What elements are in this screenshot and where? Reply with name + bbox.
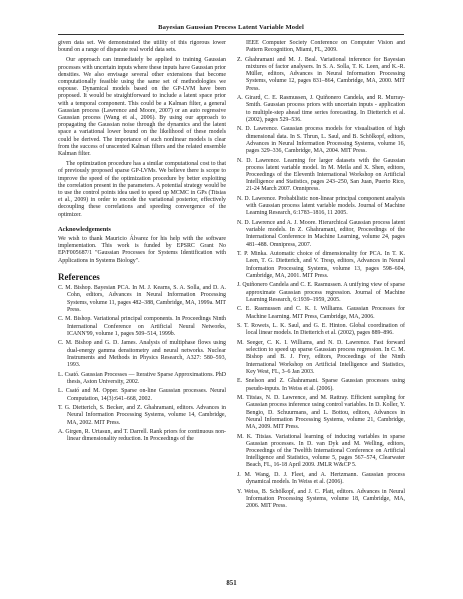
right-column xyxy=(237,40,405,575)
reference-item: M. Titsias, N. D. Lawrence, and M. Rattray. Efficient sampling for Gaussian process inference using control variables. In D. Koller, Y. Bengio, D. Schuurmans, and L. Bottou, editors, Advances in Neural Information Processing Systems, volume 21, Cambridge, MA, 2009. MIT Press. xyxy=(237,395,405,431)
reference-item: L. Csató and M. Opper. Sparse on-line Gaussian processes. Neural Computation, 14(3):641–668, 2002. xyxy=(58,388,226,402)
reference-item: J. Quiñonero Candela and C. E. Rasmussen. A unifying view of sparse approximate Gaussian process regression. Journal of Machine Learning Research, 6:1939–1959, 2005. xyxy=(237,282,405,303)
reference-item-continued: IEEE Computer Society Conference on Computer Vision and Pattern Recognition, Miami, FL, 2009. xyxy=(246,40,405,54)
acknowledgements-text: We wish to thank Mauricio Álvarez for his help with the software implementation. This work is funded by EPSRC Grant No EP/F005687/1 "Gaussian Processes for Systems Identification with Applications in Systems Biology". xyxy=(58,236,226,264)
reference-item: N. D. Lawrence. Learning for larger datasets with the Gaussian process latent variable model. In M. Meila and X. Shen, editors, Proceedings of the Eleventh International Workshop on Artificial Intelligence and Statistics, pages 243–250, San Juan, Puerto Rico, 21-24 March 2007. Omnipress. xyxy=(237,157,405,193)
reference-item: C. E. Rasmussen and C. K. I. Williams. Gaussian Processes for Machine Learning. MIT Press, Cambridge, MA, 2006. xyxy=(237,306,405,320)
running-title: Bayesian Gaussian Process Latent Variable Model xyxy=(158,24,304,31)
reference-item: M. Seeger, C. K. I. Williams, and N. D. Lawrence. Fast forward selection to speed up sparse Gaussian process regression. In C. M. Bishop and B. J. Frey, editors, Proceedings of the Ninth International Workshop on Artificial Intelligence and Statistics, Key West, FL, 3–6 Jan 2003. xyxy=(237,340,405,375)
reference-item: S. T. Roweis, L. K. Saul, and G. E. Hinton. Global coordination of local linear models. In Dietterich et al. (2002), pages 889–896. xyxy=(237,323,405,337)
conclusion-paragraph: given data set. We demonstrated the utility of this rigorous lower bound on a range of disparate real world data sets. xyxy=(58,40,226,54)
reference-item: J. M. Wang, D. J. Fleet, and A. Hertzmann. Gaussian process dynamical models. In Weiss et al. (2006). xyxy=(237,472,405,486)
reference-item: Z. Ghahramani and M. J. Beal. Variational inference for Bayesian mixtures of factor analysers. In S. A. Solla, T. K. Leen, and K.-R. Müller, editors, Advances in Neural Information Processing Systems, volume 12, pages 831–864, Cambridge, MA, 2000. MIT Press. xyxy=(237,56,405,92)
conclusion-paragraph: Our approach can immediately be applied to training Gaussian processes with uncertain inputs where these inputs have Gaussian prior densities. We also envisage several other extensions that become computationally feasible using the same set of methodologies we espouse. Dynamical models based on the GP-LVM have been proposed. It would be straightforward to include a latent space prior with a temporal component. This could be a Kalman filter, a general Gaussian process (Lawrence and Moore, 2007) or an auto regressive Gaussian process (Wang et al., 2006). By using our approach to propagating the Gaussian noise through the dynamics and the latent space a variational lower bound on the likelihood of these models could be derived. The importance of such nonlinear models is clear from the success of unscented Kalman filters and the related ensemble Kalman filter. xyxy=(58,57,226,158)
reference-item: T. G. Dietterich, S. Becker, and Z. Ghahramani, editors. Advances in Neural Information Processing Systems, volume 14, Cambridge, MA, 2002. MIT Press. xyxy=(58,405,226,426)
reference-item: A. Girgen, R. Urtasun, and T. Darrell. Rank priors for continuous non-linear dimensionality reduction. In Proceedings of the xyxy=(58,429,226,443)
page-number: 851 xyxy=(226,580,237,587)
reference-item: C. M. Bishop. Bayesian PCA. In M. J. Kearns, S. A. Solla, and D. A. Cohn, editors, Advances in Neural Information Processing Systems, volume 11, pages 482–388, Cambridge, MA, 1999a. MIT Press. xyxy=(58,285,226,313)
reference-item: M. K. Titsias. Variational learning of inducing variables in sparse Gaussian processes. In D. van Dyk and M. Welling, editors, Proceedings of the Twelfth International Conference on Artificial Intelligence and Statistics, volume 5, pages 567–574, Clearwater Beach, FL, 16-18 April 2009. JMLR W&CP 5. xyxy=(237,433,405,469)
reference-item: C. M. Bishop. Variational principal components. In Proceedings Ninth International Conference on Artificial Neural Networks, ICANN'99, volume 1, pages 509–514, 1999b. xyxy=(58,316,226,337)
left-column xyxy=(58,40,226,575)
reference-item: N. D. Lawrence and A. J. Moore. Hierarchical Gaussian process latent variable models. In Z. Ghahramani, editor, Proceedings of the International Conference in Machine Learning, volume 24, pages 481–488. Omnipress, 2007. xyxy=(237,220,405,248)
header-rule xyxy=(58,34,404,35)
references-heading: References xyxy=(58,271,100,282)
reference-item: C. M. Bishop and G. D. James. Analysis of multiphase flows using dual-energy gamma densitometry and neural networks. Nuclear Instruments and Methods in Physics Research, A327: 580–593, 1993. xyxy=(58,340,226,368)
reference-item: L. Csató. Gaussian Processes — Iterative Sparse Approximations. PhD thesis, Aston University, 2002. xyxy=(58,371,226,385)
reference-item: N. D. Lawrence. Probabilistic non-linear principal component analysis with Gaussian process latent variable models. Journal of Machine Learning Research, 6:1783–1816, 11 2005. xyxy=(237,196,405,217)
acknowledgements-heading: Acknowledgements xyxy=(58,225,111,233)
conclusion-paragraph: The optimization procedure has a similar computational cost to that of previously proposed sparse GP-LVMs. We believe there is scope to improve the speed of the optimization procedure by better exploiting the correlation present in the parameters. A potential strategy would be to use the control points idea used to speed up MCMC in GPs (Titsias et al., 2009) in order to encode the variational posterior, effectively decoupling these correlations and speeding convergence of the optimizer. xyxy=(58,161,226,218)
reference-item: T. P. Minka. Automatic choice of dimensionality for PCA. In T. K. Leen, T. G. Dietterich, and V. Tresp, editors, Advances in Neural Information Processing Systems, volume 13, pages 598–604, Cambridge, MA, 2001. MIT Press. xyxy=(237,251,405,279)
reference-item: N. D. Lawrence. Gaussian process models for visualisation of high dimensional data. In S. Thrun, L. Saul, and B. Schölkopf, editors, Advances in Neural Information Processing Systems, volume 16, pages 329–336, Cambridge, MA, 2004. MIT Press. xyxy=(237,126,405,155)
reference-item: Y. Weiss, B. Schölkopf, and J. C. Platt, editors. Advances in Neural Information Processing Systems, volume 18, Cambridge, MA, 2006. MIT Press. xyxy=(237,488,405,510)
reference-item: E. Snelson and Z. Ghahramani. Sparse Gaussian processes using pseudo-inputs. In Weiss et al. (2006). xyxy=(237,378,405,392)
reference-item: A. Girard, C. E. Rasmussen, J. Quiñonero Candela, and R. Murray-Smith. Gaussian process priors with uncertain inputs - application to multiple-step ahead time series forecasting. In Dietterich et al. (2002), pages 529–536. xyxy=(237,95,405,123)
